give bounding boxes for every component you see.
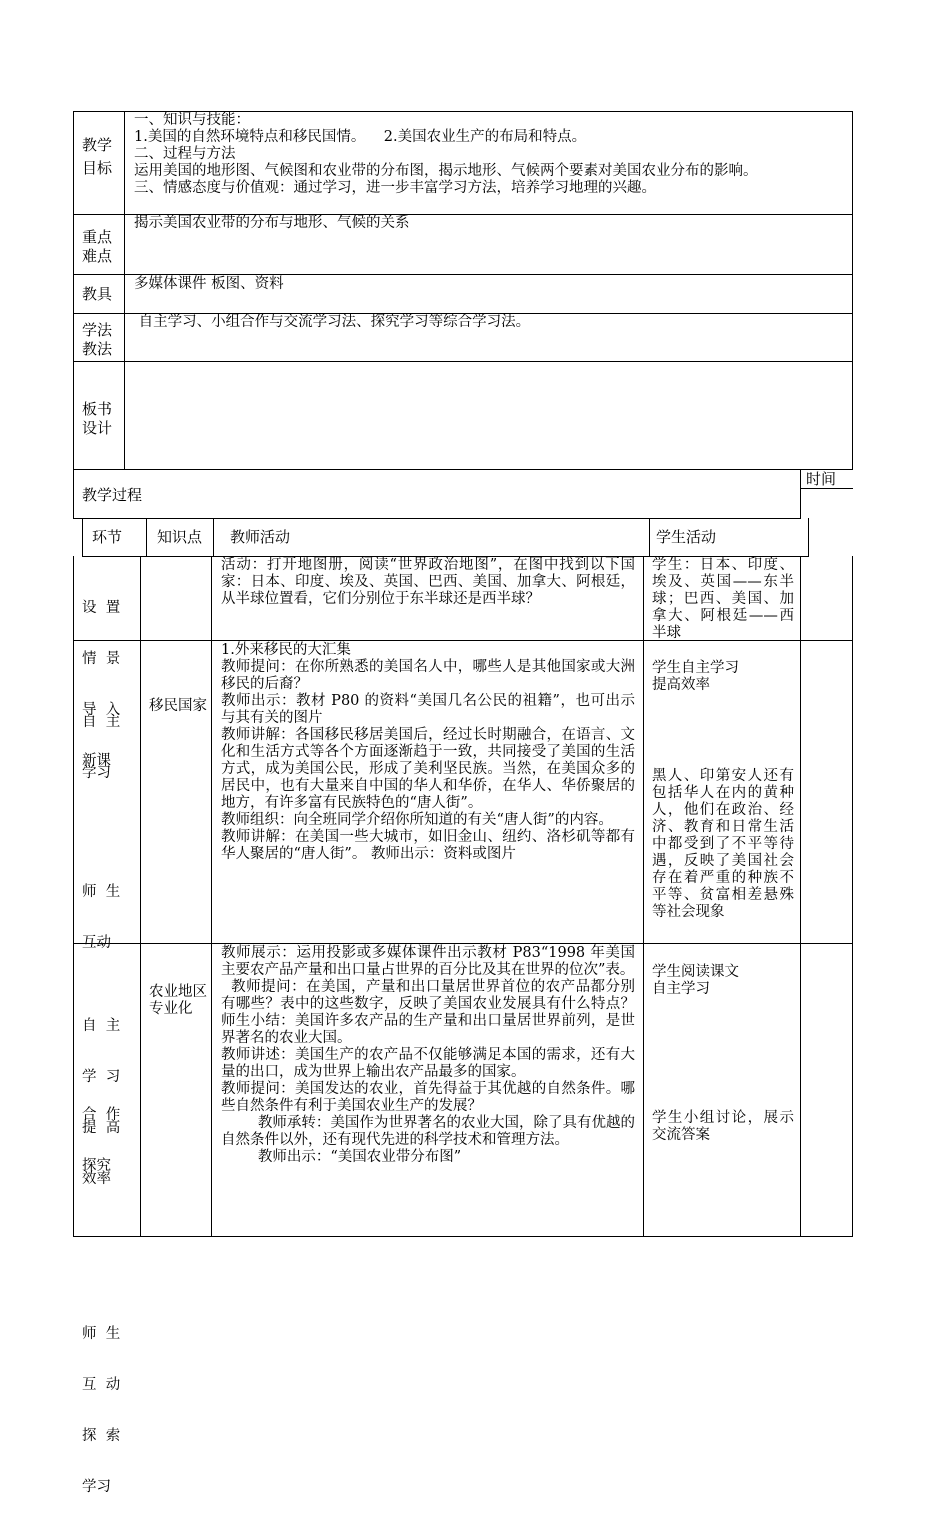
teacher-paragraph: 教师提问：在美国，产量和出口量居世界首位的农产品都分别有哪些？表中的这些数字，反映了美国农业发展具有什么特点？ 师生小结：美国许多农产品的生产量和出口量居世界前列，是世界著名的农业大国。: [221, 979, 672, 1046]
table-border-left: [73, 111, 74, 518]
table-border-right: [852, 111, 853, 469]
knowledge-text: 移民国家: [149, 698, 207, 714]
goals-line: 运用美国的地形图、气候图和农业带的分布图，揭示地形、气候两个要素对美国农业分布的影响。: [134, 163, 758, 179]
row3-student-a: [652, 964, 794, 998]
goals-line: 三、情感态度与价值观：通过学习，进一步丰富学习方法，培养学习地理的兴趣。: [134, 180, 656, 196]
label-line: 板书: [82, 400, 113, 418]
stage-line: 学习: [82, 1479, 111, 1495]
label-line: 目标: [82, 159, 113, 177]
stage-line: 探 索: [82, 1428, 121, 1444]
header-divider: [146, 518, 147, 556]
stage-line: 新课: [82, 753, 111, 769]
row1-student: [652, 557, 794, 642]
teacher-paragraph: 教师讲解：在美国一些大城市，如旧金山、纽约、洛杉矶等都有华人聚居的“唐人街”。 教师出示：资料或图片: [221, 829, 635, 862]
label-teaching-goals: [82, 134, 122, 180]
key-points-text: 揭示美国农业带的分布与地形、气候的关系: [134, 215, 410, 231]
goals-line: 1.美国的自然环境特点和移民国情。 2.美国农业生产的布局和特点。: [134, 129, 587, 145]
teacher-paragraph: 教师展示：运用投影或多媒体课件出示教材 P83“1998 年美国主要农产品产量和出口量占世界的百分比及其在世界的位次”表。: [221, 945, 635, 978]
teacher-paragraph: 1.外来移民的大汇集: [221, 642, 351, 658]
time-divider: [800, 469, 801, 518]
label-line: 学法: [82, 321, 113, 339]
goals-line: 一、知识与技能：: [134, 112, 250, 128]
body-divider: [800, 556, 801, 1237]
row3-stage: [82, 984, 138, 1513]
teaching-aids-text: 多媒体课件 板图、资料: [134, 276, 284, 292]
label-key-points: [82, 228, 122, 266]
label-line: 重点: [82, 228, 113, 246]
teacher-paragraph: 教师讲述：美国生产的农产品不仅能够满足本国的需求，还有大量的出口，成为世界上输出农产品最多的国家。: [221, 1047, 635, 1080]
row2-student-a: [652, 660, 794, 694]
methods-content: [134, 314, 848, 331]
label-teaching-aids: [82, 286, 122, 303]
student-line: 自主学习: [652, 981, 710, 997]
body-divider: [211, 556, 212, 1237]
header-teacher: 教师活动: [230, 528, 291, 546]
stage-line: 学习: [82, 765, 111, 781]
header-student: 学生活动: [656, 528, 717, 546]
label-line: 教学: [82, 136, 113, 154]
process-row-bottom: [73, 518, 801, 519]
stage-line: 提 高: [82, 1120, 121, 1136]
label-line: 难点: [82, 247, 113, 265]
stage-line: 效率: [82, 1171, 111, 1187]
methods-text: 自主学习、小组合作与交流学习法、探究学习等综合学习法。: [134, 314, 531, 330]
header-stage: 环节: [92, 528, 123, 546]
teacher-paragraph: 活动：打开地图册，阅读“世界政治地图”，在图中找到以下国家：日本、印度、埃及、英国、巴西、美国、加拿大、阿根廷，从半球位置看，它们分别位于东半球还是西半球？: [221, 557, 635, 607]
body-border-bottom: [73, 1236, 853, 1237]
row-divider: [73, 469, 853, 470]
student-line: 提高效率: [652, 677, 710, 693]
label-methods: [82, 321, 122, 359]
student-paragraph: 黑人、印第安人还有包括华人在内的黄种人，他们在政治、经济、教育和日常生活中都受到了不平等待遇，反映了美国社会存在着严重的种族不平等、贫富相差悬殊等社会现象: [652, 768, 794, 920]
teacher-paragraph: 教师承转：美国作为世界著名的农业大国，除了具有优越的自然条件以外，还有现代先进的科学技术和管理方法。: [221, 1115, 635, 1148]
body-left: [73, 556, 74, 1237]
student-paragraph: 学生：日本、印度、埃及、英国——东半球；巴西、美国、加拿大、阿根廷——西半球: [652, 557, 794, 641]
key-points-content: [134, 215, 848, 232]
stage-line: 设 置: [82, 600, 121, 616]
stage-line: 师 生: [82, 884, 121, 900]
body-divider: [140, 556, 141, 1237]
teacher-paragraph: 教师提问：美国发达的农业，首先得益于其优越的自然条件。哪些自然条件有利于美国农业生产的发展？: [221, 1081, 635, 1114]
process-title: 教学过程: [82, 486, 143, 504]
row3-knowledge: [149, 984, 207, 1018]
stage-line: 导 入: [82, 702, 121, 718]
teaching-aids-content: [134, 276, 848, 293]
student-line: 学生阅读课文: [652, 964, 739, 980]
goals-line: 二、过程与方法: [134, 146, 236, 162]
teaching-goals-content: [134, 112, 848, 197]
stage-line: 互动: [82, 935, 111, 951]
stage-line: 学 习: [82, 1069, 121, 1085]
stage-line: 情 景: [82, 651, 121, 667]
label-board-design: [82, 400, 122, 438]
header-divider: [213, 518, 214, 556]
header-left: [82, 518, 83, 556]
body-right: [852, 556, 853, 1237]
row3-student-b: [652, 1110, 794, 1144]
stage-line: 师 生: [82, 1326, 121, 1342]
label-line: 教法: [82, 340, 113, 358]
teacher-paragraph: 教师出示：“美国农业带分布图”: [221, 1149, 462, 1165]
row2-knowledge: [149, 698, 207, 715]
label-column-divider: [124, 111, 125, 469]
stage-line: 合 作: [82, 1107, 121, 1123]
label-line: 教具: [82, 285, 113, 303]
student-paragraph: 学生小组讨论，展示交流答案: [652, 1110, 794, 1143]
teacher-paragraph: 教师提问：在你所熟悉的美国名人中，哪些人是其他国家或大洲移民的后裔？: [221, 659, 635, 692]
header-divider: [649, 518, 650, 556]
body-row-divider: [73, 943, 853, 944]
time-box-bottom: [800, 488, 853, 489]
stage-line: 探究: [82, 1158, 111, 1174]
stage-line: 自 主: [82, 714, 121, 730]
row-divider: [73, 274, 853, 275]
row2-student-b: [652, 768, 794, 921]
header-knowledge: 知识点: [157, 528, 203, 546]
teacher-paragraph: 教师出示：教材 P80 的资料“美国几名公民的祖籍”，也可出示与其有关的图片: [221, 693, 635, 726]
label-line: 设计: [82, 419, 113, 437]
row-divider: [73, 361, 853, 362]
knowledge-text: 农业地区专业化: [149, 984, 207, 1017]
row1-teacher: [221, 557, 635, 608]
student-line: 学生自主学习: [652, 660, 739, 676]
row3-teacher: [221, 945, 672, 1166]
stage-line: 互 动: [82, 1377, 121, 1393]
teacher-paragraph: 教师讲解：各国移民移居美国后，经过长时期融合，在语言、文化和生活方式等各个方面逐渐趋于一致，共同接受了美国的生活方式，成为美国公民，形成了美利坚民族。当然，在美国众多的居民中，也有大量来自中国的华人和华侨，在华人、华侨聚居的地方，有许多富有民族特色的“唐人街”。: [221, 727, 635, 811]
time-label: 时间: [806, 470, 837, 488]
stage-line: 自 主: [82, 1018, 121, 1034]
teacher-paragraph: 教师组织：向全班同学介绍你所知道的有关“唐人街”的内容。: [221, 812, 613, 828]
row2-teacher: [221, 642, 635, 863]
header-right: [808, 518, 809, 556]
body-divider: [643, 556, 644, 1237]
